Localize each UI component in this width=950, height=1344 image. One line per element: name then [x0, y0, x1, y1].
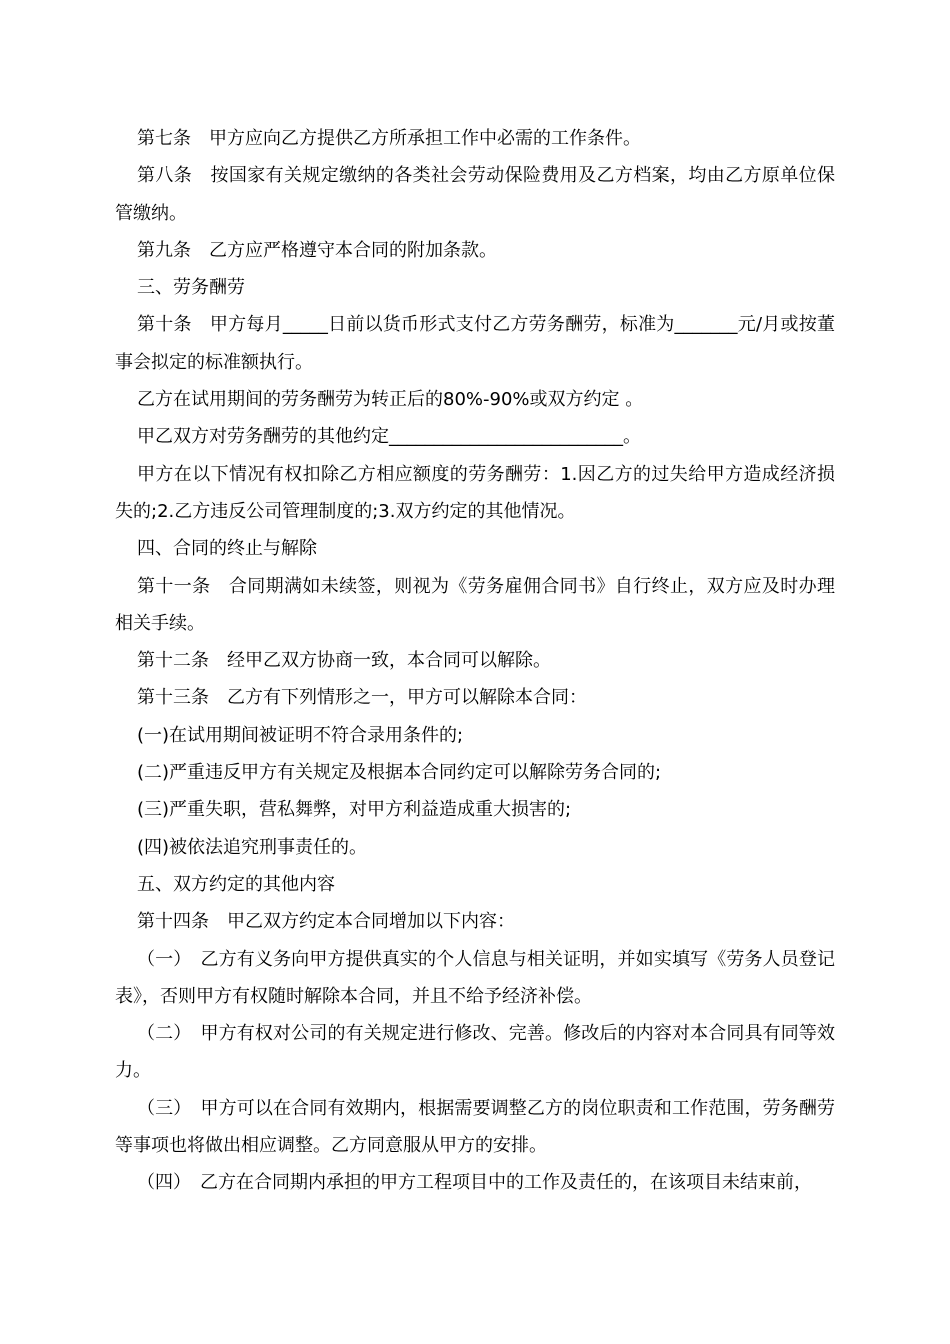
clause-14-item-3: （三） 甲方可以在合同有效期内，根据需要调整乙方的岗位职责和工作范围，劳务酬劳等事项也将做出相应调整。乙方同意服从甲方的安排。 [115, 1097, 835, 1157]
clause-7: 第七条 甲方应向乙方提供乙方所承担工作中必需的工作条件。 [137, 128, 641, 149]
clause-14-item-2: （二） 甲方有权对公司的有关规定进行修改、完善。修改后的内容对本合同具有同等效力。 [115, 1023, 835, 1082]
clause-13-item-4: (四)被依法追究刑事责任的。 [137, 836, 368, 858]
other-remuneration-agreement: 甲乙双方对劳务酬劳的其他约定__________________________。 [137, 426, 641, 448]
clause-10: 第十条 甲方每月_____日前以货币形式支付乙方劳务酬劳，标准为_______元/月或按董事会拟定的标准额执行。 [115, 314, 835, 373]
clause-11: 第十一条 合同期满如未续签，则视为《劳务雇佣合同书》自行终止，双方应及时办理相关手续。 [115, 575, 835, 634]
clause-13-item-2: (二)严重违反甲方有关规定及根据本合同约定可以解除劳务合同的; [137, 762, 662, 784]
section-heading-termination: 四、合同的终止与解除 [137, 538, 317, 560]
clause-13: 第十三条 乙方有下列情形之一，甲方可以解除本合同： [137, 687, 587, 709]
clause-14-item-1: （一） 乙方有义务向甲方提供真实的个人信息与相关证明，并如实填写《劳务人员登记表》，否则甲方有权随时解除本合同，并且不给予经济补偿。 [115, 948, 835, 1007]
clause-14-item-4: （四） 乙方在合同期内承担的甲方工程项目中的工作及责任的，在该项目未结束前， [137, 1172, 812, 1194]
section-heading-remuneration: 三、劳务酬劳 [137, 277, 245, 299]
remuneration-deduction: 甲方在以下情况有权扣除乙方相应额度的劳务酬劳：1.因乙方的过失给甲方造成经济损失的;2.乙方违反公司管理制度的;3.双方约定的其他情况。 [115, 463, 835, 522]
clause-13-item-3: (三)严重失职，营私舞弊，对甲方利益造成重大损害的; [137, 799, 572, 821]
clause-9: 第九条 乙方应严格遵守本合同的附加条款。 [137, 239, 497, 261]
clause-13-item-1: (一)在试用期间被证明不符合录用条件的; [137, 724, 464, 746]
contract-body [115, 120, 835, 1202]
section-heading-other: 五、双方约定的其他内容 [137, 873, 335, 895]
clause-14: 第十四条 甲乙双方约定本合同增加以下内容： [137, 911, 515, 933]
probation-remuneration: 乙方在试用期间的劳务酬劳为转正后的80%-90%或双方约定 。 [137, 389, 644, 411]
clause-12: 第十二条 经甲乙双方协商一致，本合同可以解除。 [137, 650, 551, 672]
clause-8: 第八条 按国家有关规定缴纳的各类社会劳动保险费用及乙方档案，均由乙方原单位保管缴纳。 [115, 165, 835, 224]
